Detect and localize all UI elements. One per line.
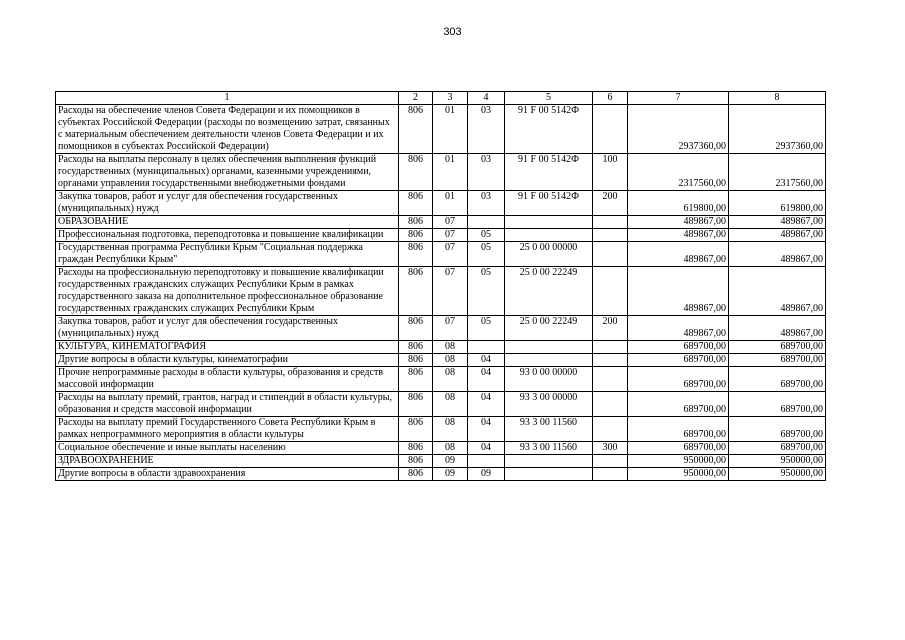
expense-type-code: 200 <box>593 316 628 341</box>
grbs-code: 806 <box>399 216 433 229</box>
row-description: Закупка товаров, работ и услуг для обеспечения государственных (муниципальных) нужд <box>56 316 399 341</box>
expense-type-code <box>593 392 628 417</box>
target-article-code <box>505 455 593 468</box>
row-description: Расходы на профессиональную переподготовку и повышение квалификации государственных гражданских служащих Республики Крым в рамках государственного заказа на дополнительное профессиональное образование государственных гражданских служащих Республики Крым <box>56 267 399 316</box>
amount-col8: 950000,00 <box>729 468 826 481</box>
section-code: 07 <box>433 216 468 229</box>
expense-type-code: 200 <box>593 191 628 216</box>
expense-type-code <box>593 267 628 316</box>
column-header: 8 <box>729 92 826 105</box>
subsection-code <box>468 455 505 468</box>
expense-type-code <box>593 367 628 392</box>
expense-type-code <box>593 341 628 354</box>
section-code: 08 <box>433 442 468 455</box>
section-code: 08 <box>433 392 468 417</box>
section-code: 08 <box>433 341 468 354</box>
amount-col7: 2317560,00 <box>628 154 729 191</box>
row-description: Расходы на выплату премий, грантов, наград и стипендий в области культуры, образования и средств массовой информации <box>56 392 399 417</box>
section-code: 09 <box>433 468 468 481</box>
grbs-code: 806 <box>399 392 433 417</box>
row-description: Расходы на выплаты персоналу в целях обеспечения выполнения функций государственных (муниципальных) органами, казенными учреждениями, органами управления государственными внебюджетными фондами <box>56 154 399 191</box>
section-code: 01 <box>433 191 468 216</box>
target-article-code: 91 F 00 5142Ф <box>505 105 593 154</box>
amount-col7: 689700,00 <box>628 442 729 455</box>
amount-col7: 950000,00 <box>628 468 729 481</box>
target-article-code: 25 0 00 00000 <box>505 242 593 267</box>
row-description: ЗДРАВООХРАНЕНИЕ <box>56 455 399 468</box>
table-row <box>56 367 826 392</box>
amount-col7: 619800,00 <box>628 191 729 216</box>
amount-col8: 2317560,00 <box>729 154 826 191</box>
grbs-code: 806 <box>399 154 433 191</box>
amount-col8: 489867,00 <box>729 267 826 316</box>
subsection-code: 05 <box>468 316 505 341</box>
amount-col7: 489867,00 <box>628 267 729 316</box>
column-header: 7 <box>628 92 729 105</box>
target-article-code <box>505 229 593 242</box>
table-row <box>56 105 826 154</box>
subsection-code <box>468 216 505 229</box>
row-description: КУЛЬТУРА, КИНЕМАТОГРАФИЯ <box>56 341 399 354</box>
table-row <box>56 354 826 367</box>
grbs-code: 806 <box>399 242 433 267</box>
expense-type-code <box>593 455 628 468</box>
grbs-code: 806 <box>399 417 433 442</box>
row-description: Государственная программа Республики Крым "Социальная поддержка граждан Республики Крым" <box>56 242 399 267</box>
target-article-code: 93 3 00 00000 <box>505 392 593 417</box>
column-header: 1 <box>56 92 399 105</box>
column-header: 5 <box>505 92 593 105</box>
table-row <box>56 442 826 455</box>
amount-col8: 489867,00 <box>729 229 826 242</box>
grbs-code: 806 <box>399 468 433 481</box>
amount-col8: 489867,00 <box>729 242 826 267</box>
row-description: Закупка товаров, работ и услуг для обеспечения государственных (муниципальных) нужд <box>56 191 399 216</box>
amount-col8: 689700,00 <box>729 354 826 367</box>
target-article-code <box>505 468 593 481</box>
section-code: 08 <box>433 417 468 442</box>
row-description: ОБРАЗОВАНИЕ <box>56 216 399 229</box>
section-code: 01 <box>433 154 468 191</box>
target-article-code: 93 3 00 11560 <box>505 417 593 442</box>
target-article-code <box>505 354 593 367</box>
target-article-code: 93 0 00 00000 <box>505 367 593 392</box>
amount-col7: 950000,00 <box>628 455 729 468</box>
row-description: Расходы на обеспечение членов Совета Федерации и их помощников в субъектах Российской Федерации (расходы по возмещению затрат, связанных с материальным обеспечением деятельности членов Совета Федерации и их помощников в субъектах Российской Федерации) <box>56 105 399 154</box>
grbs-code: 806 <box>399 455 433 468</box>
amount-col8: 689700,00 <box>729 367 826 392</box>
expense-type-code <box>593 417 628 442</box>
subsection-code: 04 <box>468 354 505 367</box>
grbs-code: 806 <box>399 442 433 455</box>
grbs-code: 806 <box>399 229 433 242</box>
subsection-code: 04 <box>468 392 505 417</box>
section-code: 09 <box>433 455 468 468</box>
grbs-code: 806 <box>399 341 433 354</box>
row-description: Прочие непрограммные расходы в области культуры, образования и средств массовой информации <box>56 367 399 392</box>
column-header: 2 <box>399 92 433 105</box>
amount-col7: 689700,00 <box>628 417 729 442</box>
table-row <box>56 216 826 229</box>
target-article-code: 25 0 00 22249 <box>505 267 593 316</box>
table-row <box>56 341 826 354</box>
expense-type-code: 100 <box>593 154 628 191</box>
section-code: 07 <box>433 242 468 267</box>
table-row <box>56 455 826 468</box>
grbs-code: 806 <box>399 191 433 216</box>
column-header: 6 <box>593 92 628 105</box>
target-article-code: 25 0 00 22249 <box>505 316 593 341</box>
amount-col7: 689700,00 <box>628 341 729 354</box>
target-article-code: 91 F 00 5142Ф <box>505 154 593 191</box>
table-row <box>56 267 826 316</box>
row-description: Социальное обеспечение и иные выплаты населению <box>56 442 399 455</box>
column-header: 4 <box>468 92 505 105</box>
section-code: 08 <box>433 367 468 392</box>
amount-col8: 689700,00 <box>729 417 826 442</box>
subsection-code: 05 <box>468 242 505 267</box>
row-description: Другие вопросы в области культуры, кинематографии <box>56 354 399 367</box>
section-code: 01 <box>433 105 468 154</box>
amount-col7: 2937360,00 <box>628 105 729 154</box>
section-code: 07 <box>433 267 468 316</box>
grbs-code: 806 <box>399 354 433 367</box>
subsection-code: 04 <box>468 367 505 392</box>
subsection-code: 05 <box>468 267 505 316</box>
table-row <box>56 316 826 341</box>
amount-col7: 689700,00 <box>628 392 729 417</box>
budget-table <box>55 91 826 481</box>
grbs-code: 806 <box>399 316 433 341</box>
amount-col8: 489867,00 <box>729 316 826 341</box>
amount-col8: 689700,00 <box>729 442 826 455</box>
column-header: 3 <box>433 92 468 105</box>
page-number: 303 <box>443 26 462 38</box>
expense-type-code <box>593 242 628 267</box>
table-row <box>56 468 826 481</box>
expense-type-code: 300 <box>593 442 628 455</box>
target-article-code: 91 F 00 5142Ф <box>505 191 593 216</box>
grbs-code: 806 <box>399 267 433 316</box>
section-code: 07 <box>433 316 468 341</box>
subsection-code <box>468 341 505 354</box>
row-description: Профессиональная подготовка, переподготовка и повышение квалификации <box>56 229 399 242</box>
expense-type-code <box>593 229 628 242</box>
subsection-code: 03 <box>468 105 505 154</box>
table-row <box>56 417 826 442</box>
amount-col8: 2937360,00 <box>729 105 826 154</box>
amount-col7: 489867,00 <box>628 316 729 341</box>
subsection-code: 04 <box>468 417 505 442</box>
amount-col7: 689700,00 <box>628 367 729 392</box>
subsection-code: 04 <box>468 442 505 455</box>
subsection-code: 03 <box>468 191 505 216</box>
section-code: 08 <box>433 354 468 367</box>
amount-col8: 689700,00 <box>729 341 826 354</box>
expense-type-code <box>593 354 628 367</box>
amount-col8: 689700,00 <box>729 392 826 417</box>
target-article-code: 93 3 00 11560 <box>505 442 593 455</box>
amount-col7: 689700,00 <box>628 354 729 367</box>
amount-col7: 489867,00 <box>628 229 729 242</box>
row-description: Расходы на выплату премий Государственного Совета Республики Крым в рамках непрограммного мероприятия в области культуры <box>56 417 399 442</box>
grbs-code: 806 <box>399 367 433 392</box>
subsection-code: 09 <box>468 468 505 481</box>
grbs-code: 806 <box>399 105 433 154</box>
target-article-code <box>505 341 593 354</box>
table-row <box>56 242 826 267</box>
table-row <box>56 392 826 417</box>
subsection-code: 05 <box>468 229 505 242</box>
header-row <box>56 92 826 105</box>
expense-type-code <box>593 468 628 481</box>
expense-type-code <box>593 105 628 154</box>
expense-type-code <box>593 216 628 229</box>
amount-col8: 489867,00 <box>729 216 826 229</box>
table-row <box>56 154 826 191</box>
target-article-code <box>505 216 593 229</box>
subsection-code: 03 <box>468 154 505 191</box>
amount-col7: 489867,00 <box>628 242 729 267</box>
section-code: 07 <box>433 229 468 242</box>
table-row <box>56 229 826 242</box>
amount-col8: 950000,00 <box>729 455 826 468</box>
row-description: Другие вопросы в области здравоохранения <box>56 468 399 481</box>
amount-col7: 489867,00 <box>628 216 729 229</box>
amount-col8: 619800,00 <box>729 191 826 216</box>
table-row <box>56 191 826 216</box>
